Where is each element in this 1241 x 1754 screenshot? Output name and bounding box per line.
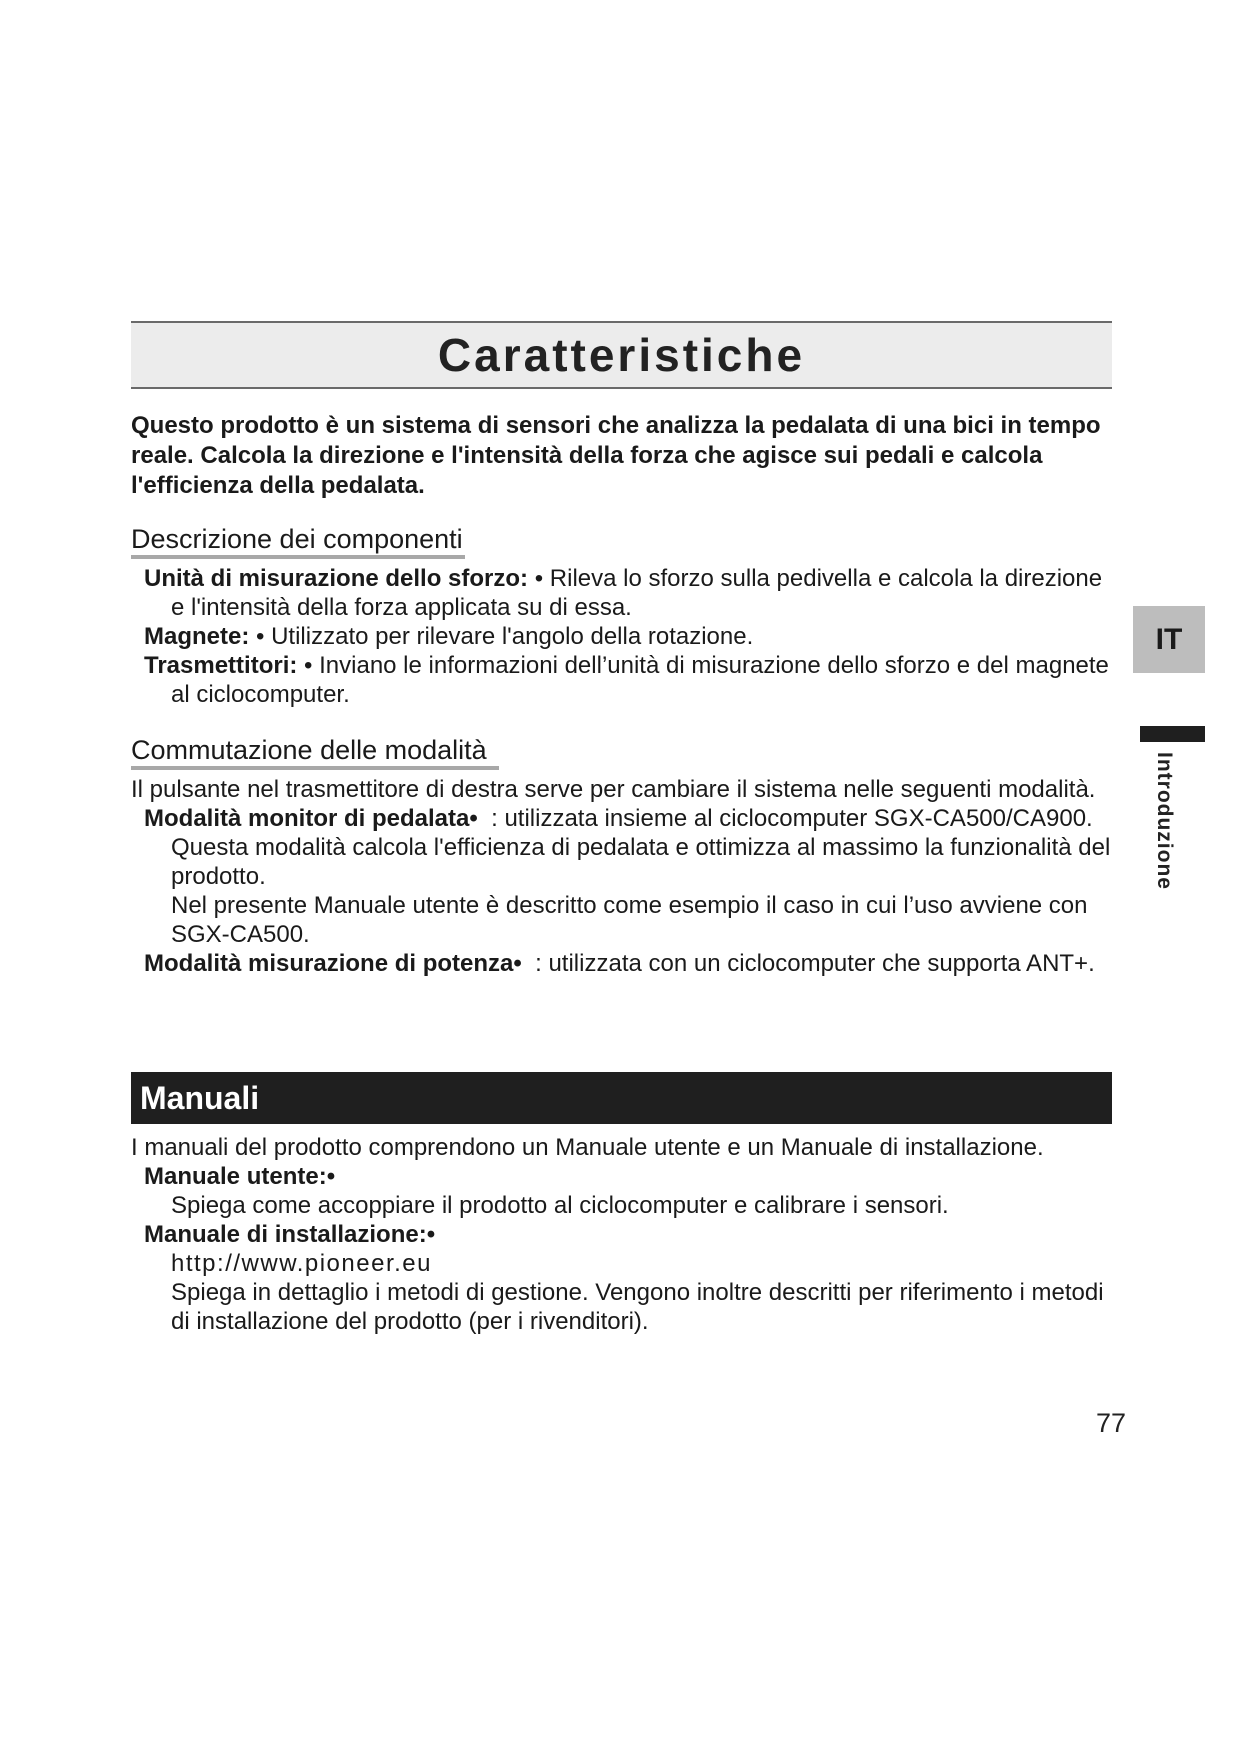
bullet: • (534, 565, 544, 592)
components-list (131, 564, 1121, 709)
component-item (131, 564, 1121, 622)
mode-note: Nel presente Manuale utente è descritto come esempio il caso in cui l’uso avviene con SGX-CA500. (171, 892, 1088, 948)
mode-item (131, 804, 1121, 891)
section-marker-bar (1140, 726, 1205, 742)
component-text: Rileva lo sforzo sulla pedivella e calcola la direzione e l'intensità della forza applicata su di essa. (171, 565, 1103, 621)
component-label: Trasmettitori: (144, 652, 298, 679)
modes-section (131, 775, 1121, 978)
manual-item (131, 1220, 1121, 1249)
component-item (131, 651, 1121, 709)
bullet: • (426, 1221, 436, 1248)
intro-paragraph: Questo prodotto è un sistema di sensori che analizza la pedalata di una bici in tempo reale. Calcola la direzione e l'intensità della forza che agisce sui pedali e calcola l'efficienza della pedalata. (131, 412, 1101, 499)
page-title-box (131, 321, 1112, 389)
mode-label: Modalità monitor di pedalata (144, 805, 470, 832)
manuals-heading-bar (131, 1072, 1112, 1124)
bullet: • (513, 950, 522, 977)
manual-text: Spiega in dettaglio i metodi di gestione. Vengono inoltre descritti per riferimento i metodi di installazione del prodotto (per i rivenditori). (171, 1279, 1104, 1335)
manuals-intro: I manuali del prodotto comprendono un Manuale utente e un Manuale di installazione. (131, 1134, 1044, 1161)
manual-label: Manuale utente: (144, 1163, 327, 1190)
bullet: • (304, 652, 313, 679)
page-number: 77 (1096, 1408, 1127, 1438)
mode-text: : utilizzata insieme al ciclocomputer SGX-CA500/CA900. Questa modalità calcola l'efficienza di pedalata e ottimizza al massimo la funzionalità del prodotto. (171, 805, 1111, 890)
components-heading: Descrizione dei componenti (131, 523, 465, 559)
mode-label: Modalità misurazione di potenza (144, 950, 514, 977)
bullet: • (256, 623, 265, 650)
page-title: Caratteristiche (437, 329, 806, 381)
modes-heading: Commutazione delle modalità (131, 734, 499, 770)
modes-intro: Il pulsante nel trasmettitore di destra serve per cambiare il sistema nelle seguenti modalità. (131, 776, 1096, 803)
component-label: Magnete: (144, 623, 250, 650)
manual-url-link[interactable]: http://www.pioneer.eu (171, 1250, 432, 1277)
component-item (131, 622, 1121, 651)
mode-text: : utilizzata con un ciclocomputer che supporta ANT+. (535, 950, 1095, 977)
section-side-label: Introduzione (1153, 752, 1176, 890)
manual-label: Manuale di installazione: (144, 1221, 427, 1248)
mode-item (131, 949, 1121, 978)
manual-item (131, 1162, 1121, 1191)
bullet: • (469, 805, 478, 832)
language-tab: IT (1133, 606, 1205, 673)
manuals-heading: Manuali (140, 1079, 260, 1116)
manuals-section (131, 1133, 1121, 1336)
component-label: Unità di misurazione dello sforzo: (144, 565, 529, 592)
component-text: Inviano le informazioni dell’unità di misurazione dello sforzo e del magnete al ciclocomputer. (171, 652, 1109, 708)
component-text: Utilizzato per rilevare l'angolo della rotazione. (271, 623, 754, 650)
bullet: • (326, 1163, 336, 1190)
manual-text: Spiega come accoppiare il prodotto al ciclocomputer e calibrare i sensori. (171, 1192, 949, 1219)
